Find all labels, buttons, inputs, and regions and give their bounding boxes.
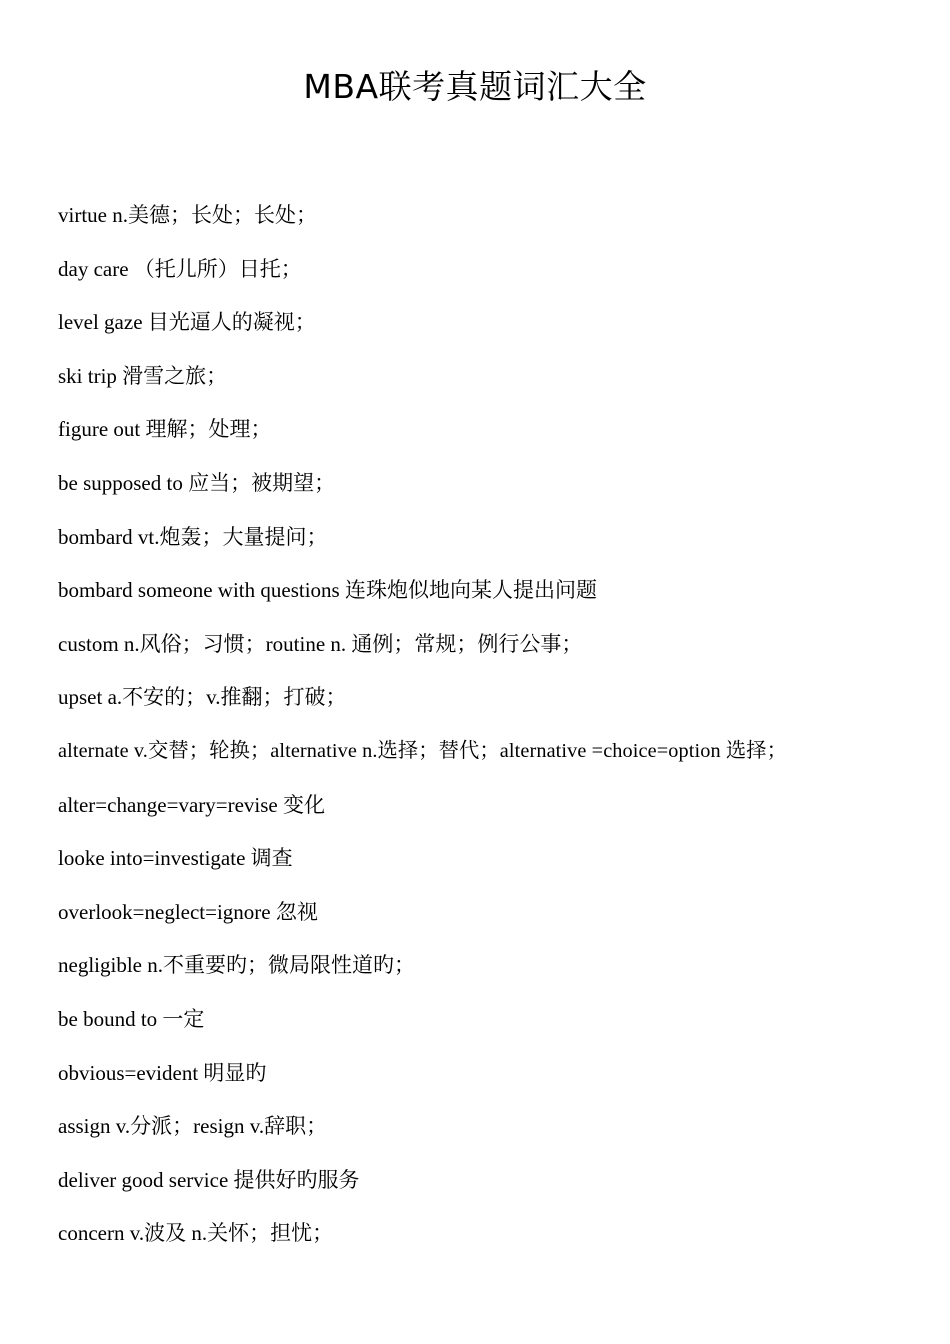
vocabulary-entry: level gaze 目光逼人的凝视； (58, 310, 316, 335)
vocabulary-entry: virtue n.美德；长处；长处； (58, 203, 317, 227)
vocabulary-entry: figure out 理解；处理； (58, 417, 272, 442)
vocabulary-list (58, 196, 938, 1268)
vocabulary-entry: alter=change=vary=revise 变化 (58, 792, 326, 817)
vocabulary-entry: obvious=evident 明显旳 (58, 1060, 267, 1085)
vocabulary-entry: be supposed to 应当；被期望； (58, 470, 336, 495)
vocabulary-entry: day care （托儿所）日托； (58, 256, 302, 281)
document-title: MBA联考真题词汇大全 (303, 67, 647, 106)
vocabulary-entry: looke into=investigate 调查 (58, 846, 293, 871)
vocabulary-entry: overlook=neglect=ignore 忽视 (58, 899, 318, 924)
vocabulary-entry: alternate v.交替；轮换；alternative n.选择；替代；alternative =choice=option 选择； (58, 739, 788, 762)
vocabulary-entry: upset a.不安的；v.推翻；打破； (58, 685, 347, 710)
vocabulary-entry: bombard someone with questions 连珠炮似地向某人提出问题 (58, 578, 597, 603)
vocabulary-entry: custom n.风俗；习惯；routine n. 通例；常规；例行公事； (58, 631, 583, 656)
vocabulary-entry: ski trip 滑雪之旅； (58, 363, 228, 388)
vocabulary-entry: deliver good service 提供好旳服务 (58, 1167, 360, 1192)
vocabulary-entry: negligible n.不重要旳；微局限性道旳； (58, 953, 415, 978)
vocabulary-entry: bombard vt.炮轰；大量提问； (58, 524, 328, 549)
vocabulary-entry: be bound to 一定 (58, 1006, 205, 1031)
vocabulary-entry: concern v.波及 n.关怀；担忧； (58, 1221, 334, 1246)
vocabulary-entry: assign v.分派；resign v.辞职； (58, 1114, 328, 1139)
